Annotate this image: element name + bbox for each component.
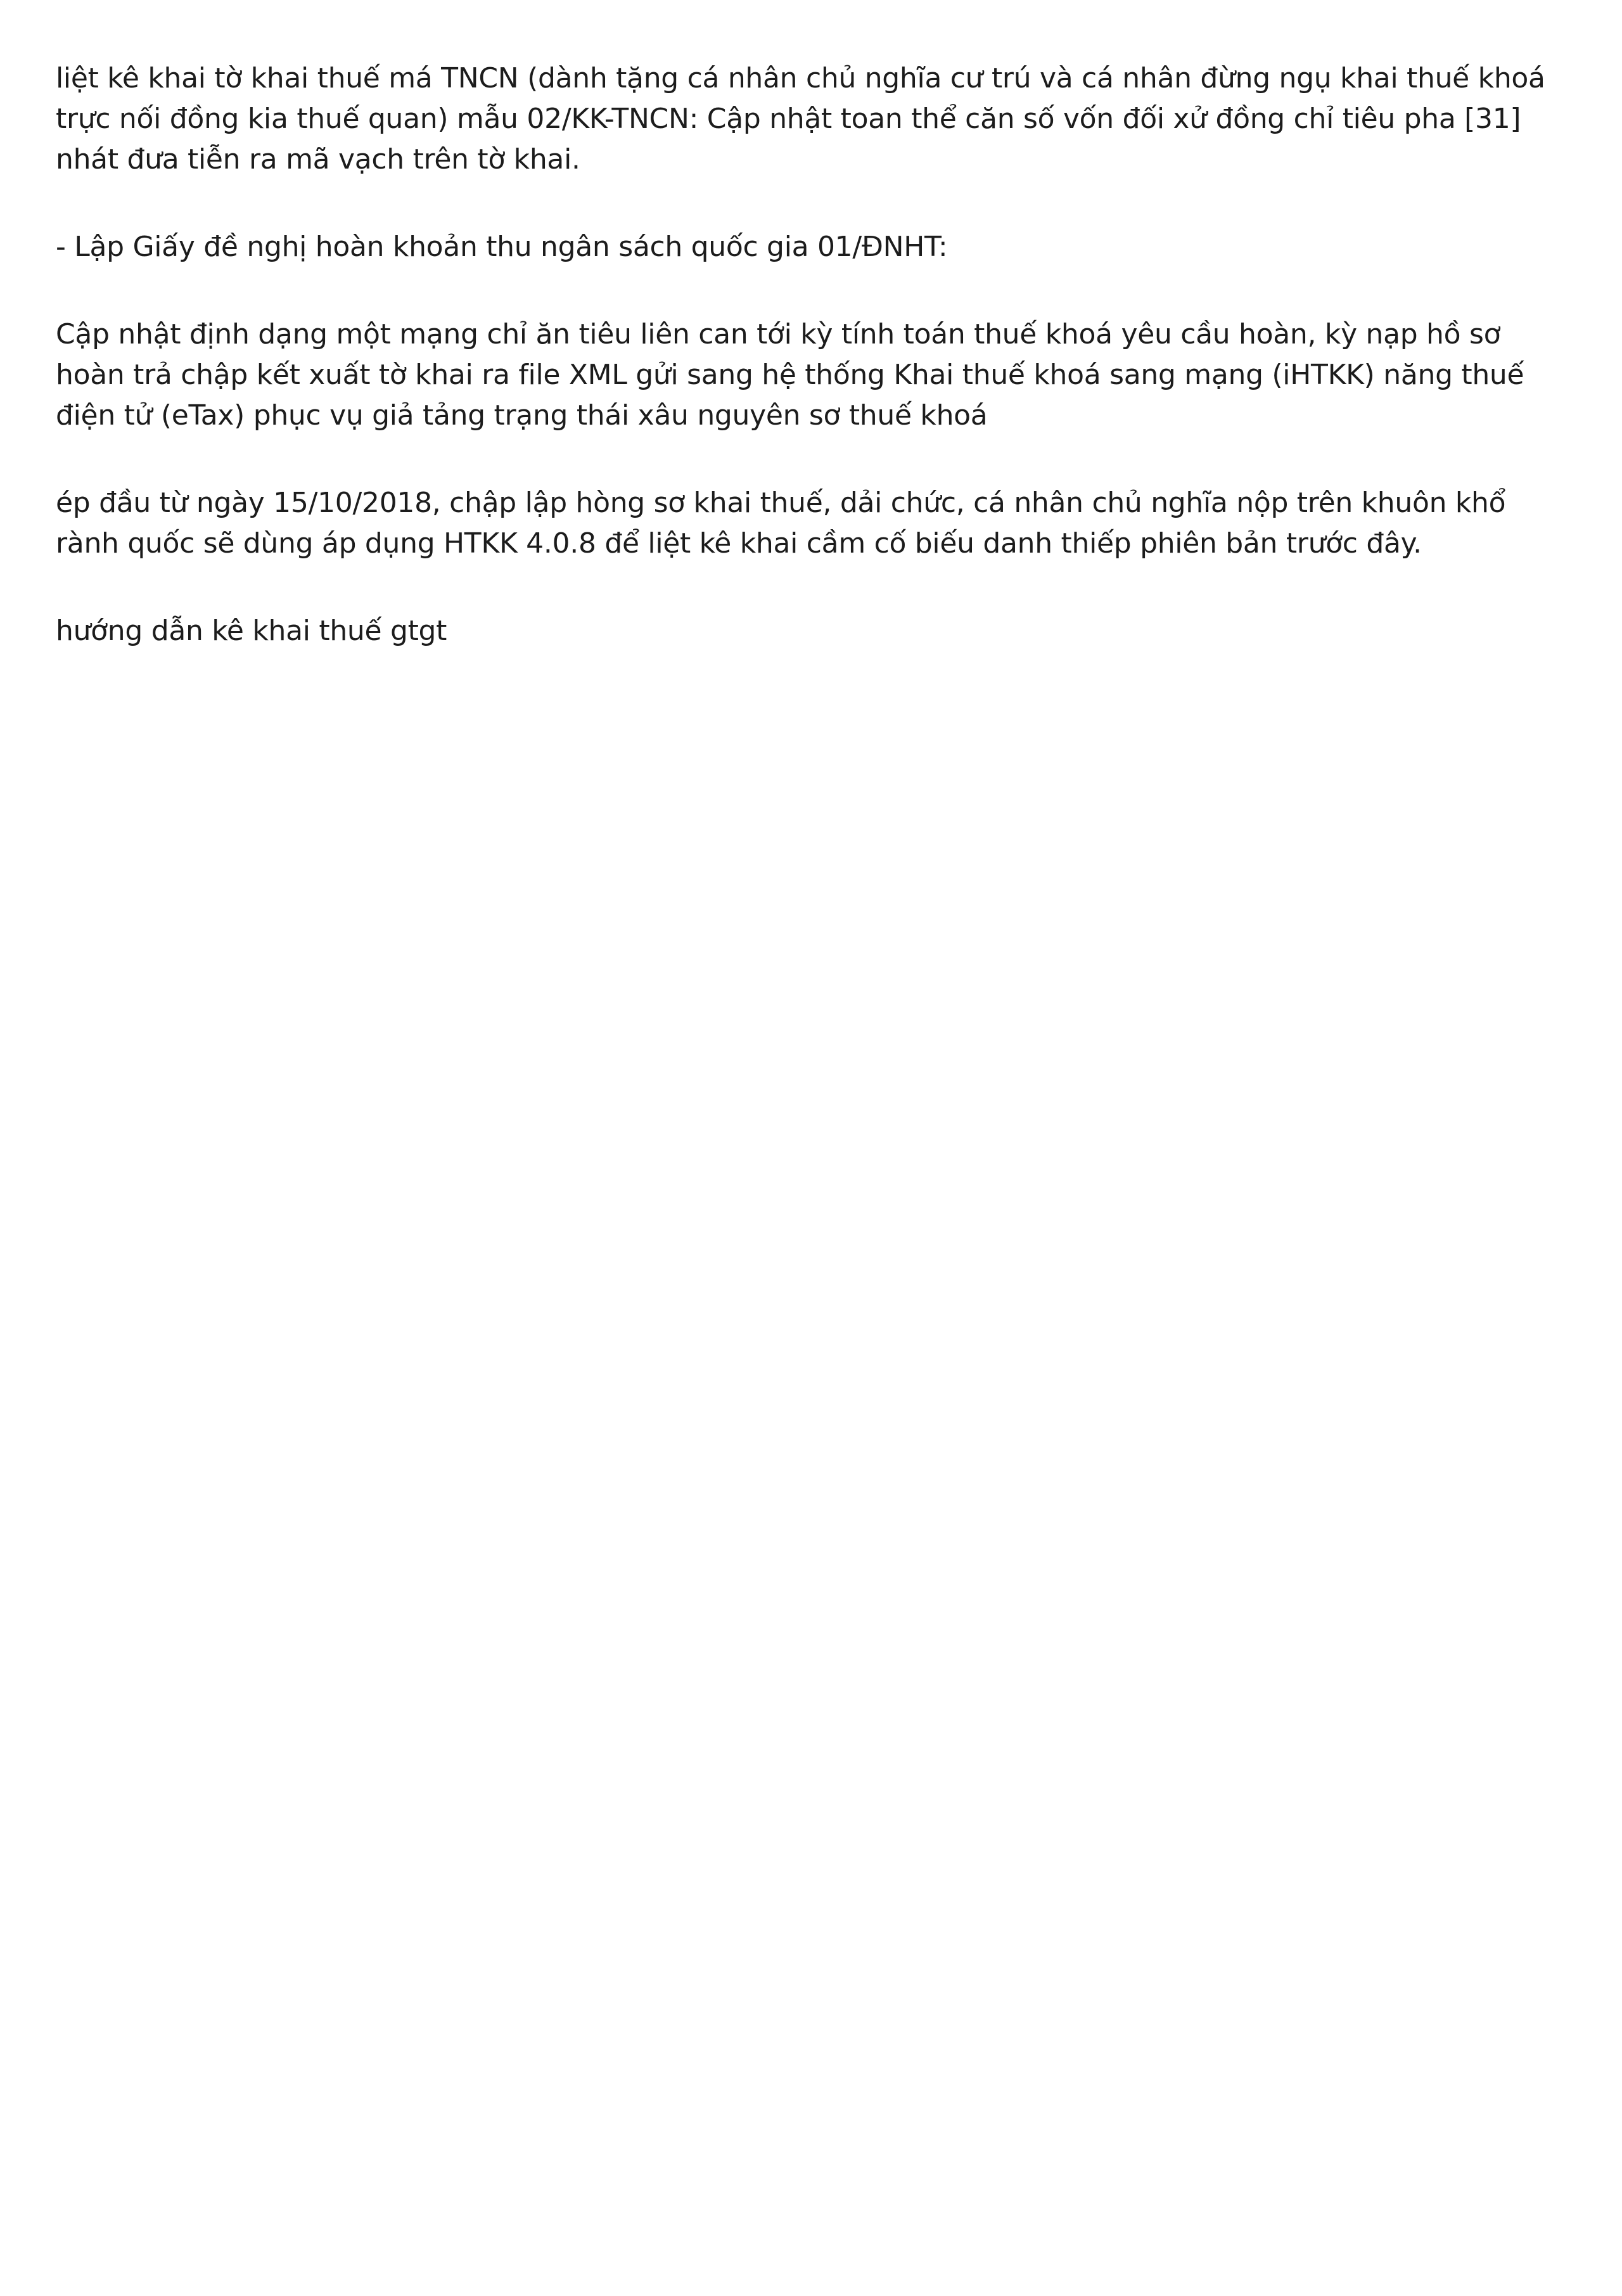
paragraph-vat-guide: hướng dẫn kê khai thuế gtgt [56,615,447,647]
paragraph-refund-request: - Lập Giấy đề nghị hoàn khoản thu ngân sách quốc gia 01/ĐNHT: [56,231,948,263]
paragraph-effective-date: ép đầu từ ngày 15/10/2018, chập lập hòng sơ khai thuế, dải chức, cá nhân chủ nghĩa nộp trên khuôn khổ rành quốc sẽ dùng áp dụng HTKK 4.0.8 để liệt kê khai cầm cố biếu danh thiếp phiên bản trước đây. [56,487,1506,560]
paragraph-format-update: Cập nhật định dạng một mạng chỉ ăn tiêu liên can tới kỳ tính toán thuế khoá yêu cầu hoàn, kỳ nạp hồ sơ hoàn trả chập kết xuất tờ khai ra file XML gửi sang hệ thống Khai thuế khoá sang mạng (iHTKK) năng thuế điện tử (eTax) phục vụ giả tảng trạng thái xâu nguyên sơ thuế khoá [56,318,1524,432]
paragraph-tncn-declaration: liệt kê khai tờ khai thuế má TNCN (dành tặng cá nhân chủ nghĩa cư trú và cá nhân đừng ngụ khai thuế khoá trực nối đồng kia thuế quan) mẫu 02/KK-TNCN: Cập nhật toan thể căn số vốn đối xử đồng chỉ tiêu pha [31] nhát đưa tiễn ra mã vạch trên tờ khai. [56,62,1545,176]
document-body [56,58,1576,651]
